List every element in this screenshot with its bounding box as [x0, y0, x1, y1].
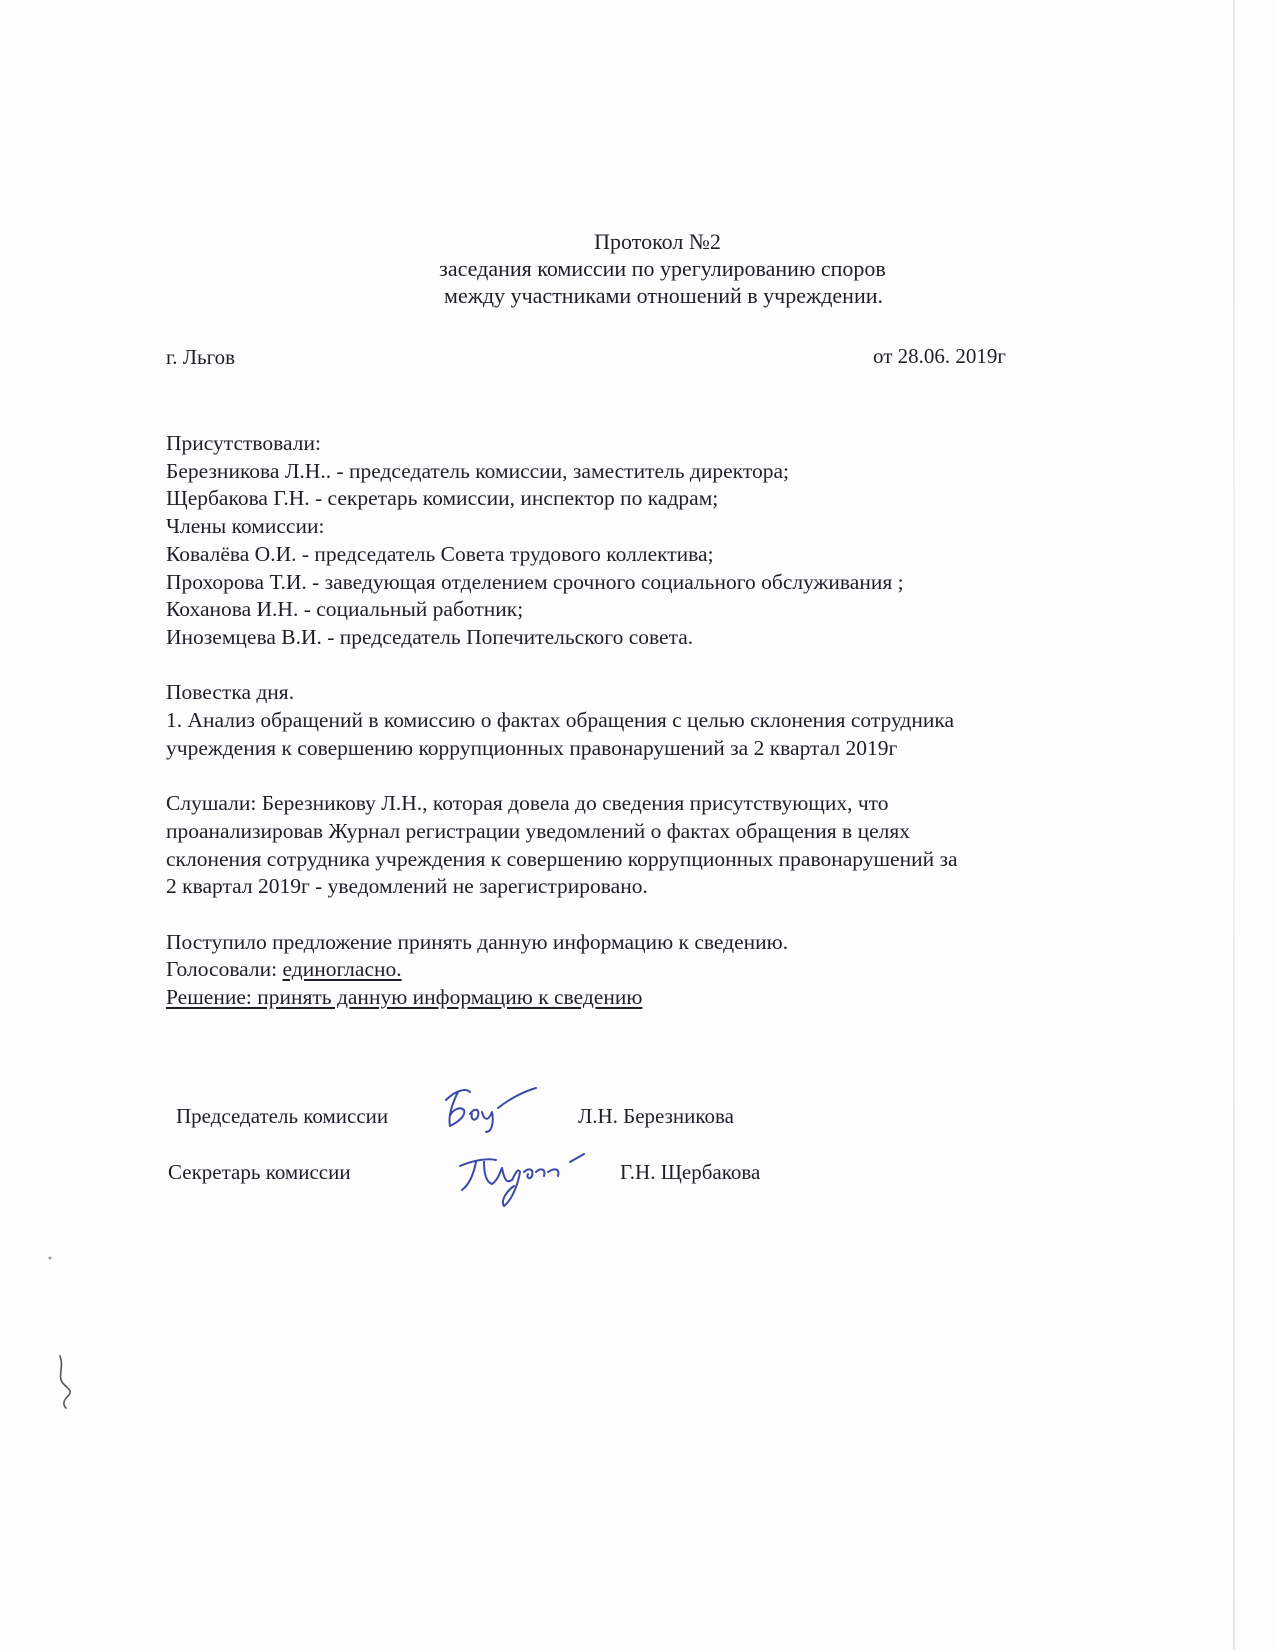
secretary-role: Секретарь комиссии: [168, 1160, 351, 1184]
present-secretary: Щербакова Г.Н. - секретарь комиссии, инспектор по кадрам;: [166, 486, 719, 511]
chair-signature: [436, 1082, 546, 1136]
members-heading: Члены комиссии:: [166, 514, 325, 539]
date: от 28.06. 2019г: [873, 344, 1007, 368]
secretary-signature: [454, 1150, 604, 1212]
title-line-3: между участниками отношений в учреждении.: [444, 283, 883, 308]
member-item: Прохорова Т.И. - заведующая отделением срочного социального обслуживания ;: [166, 569, 904, 594]
scan-mark: [44, 1250, 56, 1266]
title-line-1: Протокол №2: [594, 229, 721, 254]
scan-mark: [52, 1352, 82, 1412]
spacer: [166, 762, 1106, 790]
agenda-item-line: 1. Анализ обращений в комиссию о фактах обращения с целью склонения сотрудника: [166, 708, 955, 733]
title-line-2: заседания комиссии по урегулированию споров: [439, 256, 886, 281]
voted-label: Голосовали:: [166, 957, 283, 982]
present-heading: Присутствовали:: [166, 431, 321, 455]
secretary-name: Г.Н. Щербакова: [620, 1160, 761, 1184]
heard-line: склонения сотрудника учреждения к совершению коррупционных правонарушений за: [166, 846, 958, 871]
agenda-heading: Повестка дня.: [166, 680, 295, 705]
chair-role: Председатель комиссии: [176, 1104, 389, 1128]
document-title: [0, 228, 1275, 309]
heard-line: 2 квартал 2019г - уведомлений не зарегистрировано.: [166, 874, 648, 899]
spacer: [166, 901, 1106, 929]
protocol-body: [166, 430, 1106, 1012]
spacer: [166, 652, 1106, 680]
decision: Решение: принять данную информацию к сведению: [166, 985, 643, 1010]
voted: [166, 956, 1106, 984]
member-item: Иноземцева В.И. - председатель Попечительского совета.: [166, 624, 694, 649]
voted-value: единогласно.: [282, 957, 402, 982]
heard-line: проанализировав Журнал регистрации уведомлений о фактах обращения в целях: [166, 818, 910, 843]
proposal: Поступило предложение принять данную информацию к сведению.: [166, 929, 789, 954]
place: г. Льгов: [166, 345, 236, 369]
agenda-item-line: учреждения к совершению коррупционных правонарушений за 2 квартал 2019г: [166, 735, 898, 760]
member-item: Коханова И.Н. - социальный работник;: [166, 597, 524, 622]
chair-name: Л.Н. Березникова: [578, 1104, 734, 1128]
present-chair: Березникова Л.Н.. - председатель комиссии, заместитель директора;: [166, 458, 789, 483]
member-item: Ковалёва О.И. - председатель Совета трудового коллектива;: [166, 541, 714, 566]
heard-line: Слушали: Березникову Л.Н., которая довела до сведения присутствующих, что: [166, 791, 889, 816]
